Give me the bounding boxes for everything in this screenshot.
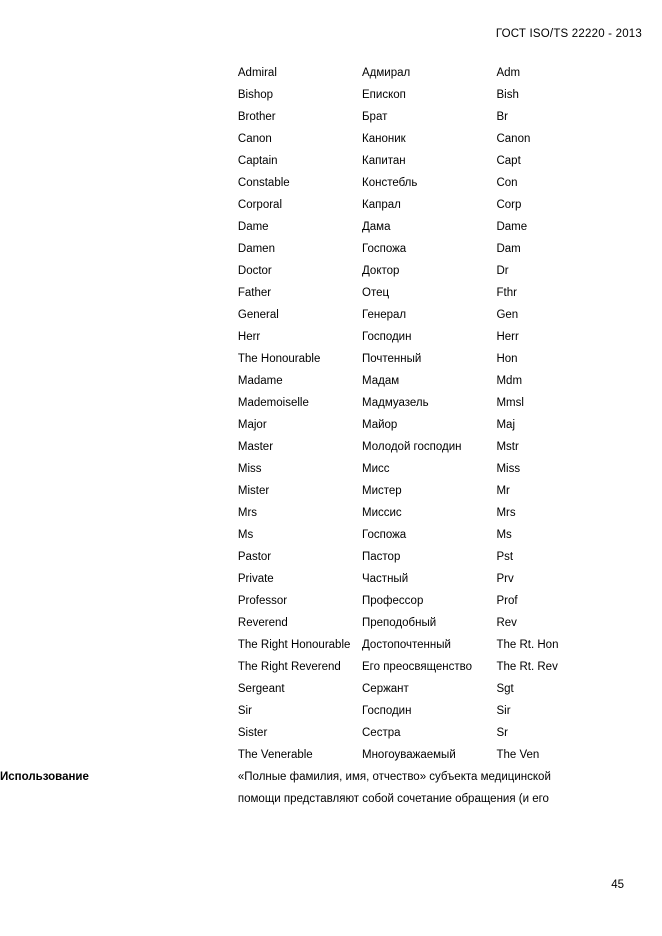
title-ru: Господин: [362, 331, 412, 343]
title-en: The Venerable: [237, 749, 313, 761]
title-ru: Дама: [362, 221, 391, 233]
table-row: [0, 550, 662, 572]
title-ru: Брат: [362, 111, 388, 123]
title-ru: Госпожа: [362, 243, 407, 255]
usage-paragraph-1: «Полные фамилия, имя, отчество» субъекта медицинской: [237, 771, 551, 783]
title-ru: Миссис: [362, 507, 402, 519]
title-en: Pastor: [237, 551, 272, 563]
title-ru: Пастор: [362, 551, 401, 563]
row-label-cell: [0, 176, 238, 198]
title-en: Bishop: [237, 89, 274, 101]
row-label-cell: [0, 616, 238, 638]
row-label-cell: [0, 484, 238, 506]
row-label-cell: [0, 638, 238, 660]
title-abbr: Herr: [496, 331, 519, 343]
title-abbr: Mr: [496, 485, 510, 497]
title-ru: Профессор: [362, 595, 424, 607]
title-abbr: Ms: [496, 529, 512, 541]
table-row: [0, 220, 662, 242]
title-abbr: Fthr: [496, 287, 517, 299]
title-ru: Епископ: [362, 89, 406, 101]
title-en: The Right Honourable: [237, 639, 351, 651]
table-row: [0, 374, 662, 396]
title-en: Captain: [237, 155, 278, 167]
row-label-cell: [0, 308, 238, 330]
title-en: Corporal: [237, 199, 282, 211]
title-ru: Мисс: [362, 463, 390, 475]
title-abbr: Capt: [496, 155, 521, 167]
table-row: [0, 572, 662, 594]
title-en: Admiral: [237, 67, 277, 79]
title-abbr: Mmsl: [496, 397, 524, 409]
title-ru: Майор: [362, 419, 398, 431]
title-ru: Почтенный: [362, 353, 422, 365]
row-label-cell: [0, 660, 238, 682]
row-label-cell: [0, 110, 238, 132]
title-en: Major: [237, 419, 267, 431]
titles-table-body: [0, 66, 662, 822]
titles-table-container: [0, 66, 662, 822]
title-en: Mister: [237, 485, 270, 497]
title-ru: Адмирал: [362, 67, 411, 79]
title-ru: Мадам: [362, 375, 400, 387]
page-number: 45: [611, 879, 624, 891]
row-label-cell: [0, 220, 238, 242]
title-ru: Генерал: [362, 309, 407, 321]
title-en: The Honourable: [237, 353, 321, 365]
title-abbr: Br: [496, 111, 508, 123]
title-en: Sergeant: [237, 683, 285, 695]
title-ru: Каноник: [362, 133, 406, 145]
table-row: [0, 594, 662, 616]
title-abbr: Rev: [496, 617, 517, 629]
title-ru: Сестра: [362, 727, 401, 739]
title-abbr: Sgt: [496, 683, 514, 695]
table-row: [0, 506, 662, 528]
row-label-cell: [0, 396, 238, 418]
row-label-cell: [0, 462, 238, 484]
table-row: [0, 704, 662, 726]
row-label-cell: [0, 132, 238, 154]
row-label-cell: [0, 66, 238, 88]
title-en: Private: [237, 573, 274, 585]
title-abbr: Sir: [496, 705, 511, 717]
title-abbr: Adm: [496, 67, 521, 79]
title-ru: Отец: [362, 287, 390, 299]
title-ru: Многоуважаемый: [362, 749, 456, 761]
title-abbr: Canon: [496, 133, 531, 145]
title-ru: Преподобный: [362, 617, 437, 629]
table-row: [0, 528, 662, 550]
title-abbr: Mstr: [496, 441, 519, 453]
title-en: Master: [237, 441, 274, 453]
title-en: Father: [237, 287, 272, 299]
row-label-cell: [0, 352, 238, 374]
title-abbr: Maj: [496, 419, 515, 431]
title-ru: Госпожа: [362, 529, 407, 541]
usage-paragraph-2: помощи представляют собой сочетание обращения (и его: [237, 793, 549, 805]
row-label-cell: [0, 418, 238, 440]
title-abbr: Gen: [496, 309, 519, 321]
table-row: [0, 132, 662, 154]
title-ru: Капитан: [362, 155, 406, 167]
table-row: [0, 418, 662, 440]
title-abbr: Miss: [496, 463, 521, 475]
usage-label: Использование: [0, 771, 89, 783]
title-ru: Молодой господин: [362, 441, 462, 453]
title-en: Madame: [237, 375, 283, 387]
title-abbr: Corp: [496, 199, 522, 211]
usage-row: [0, 770, 662, 822]
title-abbr: Dr: [496, 265, 509, 277]
title-abbr: Sr: [496, 727, 508, 739]
title-en: Reverend: [237, 617, 288, 629]
title-abbr: The Rt. Rev: [496, 661, 558, 673]
title-en: Constable: [237, 177, 290, 189]
title-ru: Мадмуазель: [362, 397, 429, 409]
table-row: [0, 308, 662, 330]
title-en: Canon: [237, 133, 272, 145]
title-abbr: Hon: [496, 353, 518, 365]
title-en: Herr: [237, 331, 261, 343]
row-label-cell: [0, 286, 238, 308]
title-abbr: Prof: [496, 595, 518, 607]
row-label-cell: [0, 242, 238, 264]
title-abbr: Mrs: [496, 507, 516, 519]
title-ru: Господин: [362, 705, 412, 717]
title-en: Miss: [237, 463, 262, 475]
table-row: [0, 440, 662, 462]
row-label-cell: [0, 748, 238, 770]
title-en: Brother: [237, 111, 276, 123]
table-row: [0, 286, 662, 308]
page-header-standard-reference: ГОСТ ISO/TS 22220 - 2013: [495, 28, 642, 40]
table-row: [0, 396, 662, 418]
title-en: Sister: [237, 727, 268, 739]
table-row: [0, 330, 662, 352]
row-label-cell: [0, 726, 238, 748]
table-row: [0, 484, 662, 506]
table-row: [0, 198, 662, 220]
row-label-cell: [0, 550, 238, 572]
row-label-cell: [0, 264, 238, 286]
title-abbr: Dam: [496, 243, 521, 255]
title-ru: Капрал: [362, 199, 401, 211]
row-label-cell: [0, 594, 238, 616]
title-en: General: [237, 309, 279, 321]
title-abbr: Prv: [496, 573, 514, 585]
title-ru: Достопочтенный: [362, 639, 451, 651]
table-row: [0, 462, 662, 484]
table-row: [0, 242, 662, 264]
title-en: Mademoiselle: [237, 397, 309, 409]
table-row: [0, 88, 662, 110]
title-abbr: Con: [496, 177, 518, 189]
title-en: Dame: [237, 221, 269, 233]
title-ru: Констебль: [362, 177, 418, 189]
title-en: Mrs: [237, 507, 258, 519]
title-en: Doctor: [237, 265, 272, 277]
title-ru: Сержант: [362, 683, 409, 695]
title-abbr: Dame: [496, 221, 528, 233]
row-label-cell: [0, 506, 238, 528]
title-en: Ms: [237, 529, 254, 541]
title-abbr: Mdm: [496, 375, 523, 387]
title-en: Sir: [237, 705, 252, 717]
table-row: [0, 352, 662, 374]
table-row: [0, 616, 662, 638]
table-row: [0, 638, 662, 660]
table-row: [0, 726, 662, 748]
title-ru: Мистер: [362, 485, 402, 497]
row-label-cell: [0, 330, 238, 352]
table-row: [0, 66, 662, 88]
title-abbr: Pst: [496, 551, 514, 563]
row-label-cell: [0, 88, 238, 110]
title-ru: Его преосвященство: [362, 661, 473, 673]
table-row: [0, 748, 662, 770]
table-row: [0, 264, 662, 286]
table-row: [0, 110, 662, 132]
titles-table: [0, 66, 662, 822]
table-row: [0, 682, 662, 704]
row-label-cell: [0, 440, 238, 462]
usage-text: [238, 770, 662, 822]
title-ru: Частный: [362, 573, 409, 585]
title-en: The Right Reverend: [237, 661, 341, 673]
row-label-cell: [0, 682, 238, 704]
table-row: [0, 176, 662, 198]
title-abbr: The Ven: [496, 749, 540, 761]
title-ru: Доктор: [362, 265, 400, 277]
row-label-cell: [0, 374, 238, 396]
row-label-cell: [0, 528, 238, 550]
row-label-cell: [0, 154, 238, 176]
row-label-cell: [0, 704, 238, 726]
row-label-cell: [0, 198, 238, 220]
title-abbr: Bish: [496, 89, 519, 101]
title-en: Damen: [237, 243, 275, 255]
table-row: [0, 154, 662, 176]
title-abbr: The Rt. Hon: [496, 639, 559, 651]
row-label-cell: [0, 572, 238, 594]
table-row: [0, 660, 662, 682]
title-en: Professor: [237, 595, 288, 607]
